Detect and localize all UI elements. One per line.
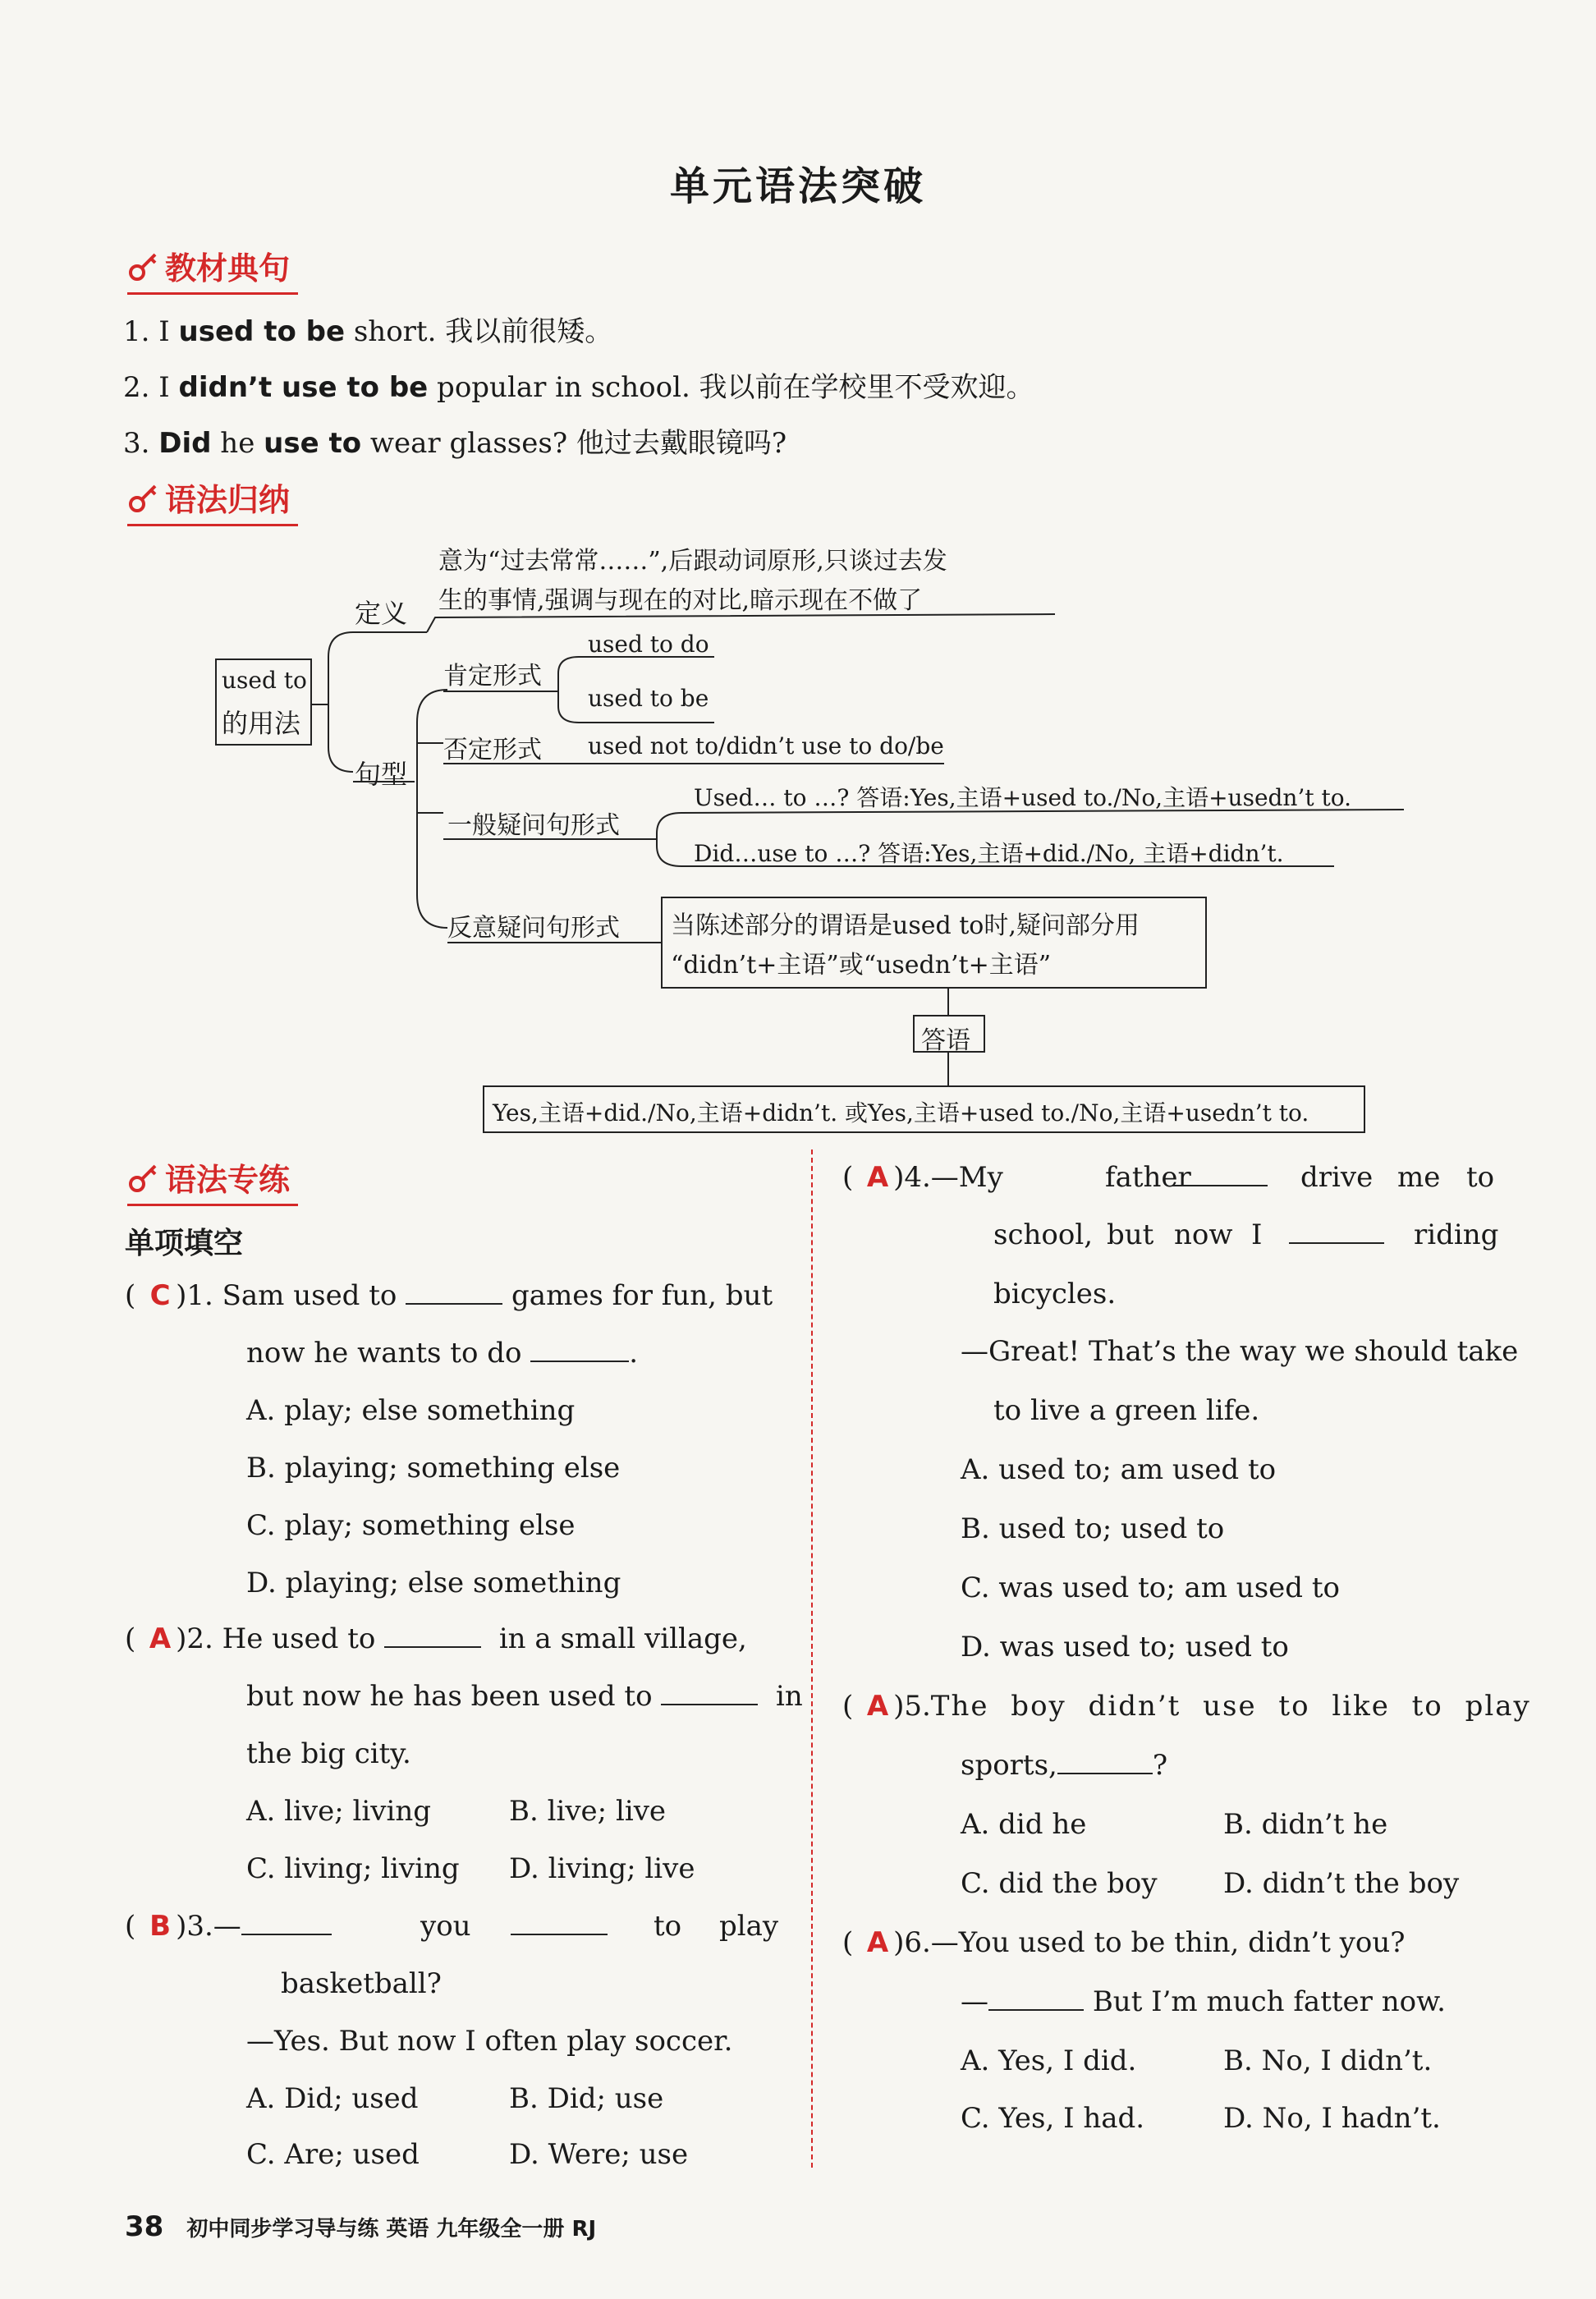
answer-q2: A: [149, 1622, 172, 1655]
page-footer: [125, 2210, 596, 2243]
affirm-label: 肯定形式: [443, 662, 542, 691]
tag-question-box: 当陈述部分的谓语是used to时,疑问部分用 “didn’t+主语”或“usedn’t+主语”: [661, 897, 1207, 989]
affirm-used-to-do: used to do: [588, 631, 709, 658]
neg-form: used not to/didn’t use to do/be: [588, 732, 944, 759]
affirm-used-to-be: used to be: [588, 685, 709, 712]
question-label: 一般疑问句形式: [447, 811, 620, 840]
sentence-2: 2. I didn’t use to be popular in school. 我以前在学校里不受欢迎。: [123, 371, 1034, 404]
answer-q6: A: [866, 1926, 889, 1959]
option-q4-c: C. was used to; am used to: [961, 1572, 1340, 1604]
mindmap-root: used to 的用法: [215, 658, 312, 746]
page-title: 单元语法突破: [669, 163, 926, 209]
tag-question-label: 反意疑问句形式: [447, 914, 620, 943]
answer-q4: A: [866, 1161, 889, 1194]
option-q5-a: A. did he: [961, 1808, 1087, 1841]
option-q6-b: B. No, I didn’t.: [1223, 2044, 1433, 2077]
option-q5-b: B. didn’t he: [1223, 1808, 1388, 1841]
answer-q3: B: [149, 1910, 172, 1943]
answer-label-box: 答语: [913, 1015, 985, 1053]
question-2: ( A )2. He used to in a small village,: [125, 1622, 747, 1655]
answer-q5: A: [866, 1690, 889, 1723]
option-q6-d: D. No, I hadn’t.: [1223, 2102, 1441, 2135]
option-q6-c: C. Yes, I had.: [961, 2102, 1145, 2135]
option-q1-c: C. play; something else: [246, 1509, 576, 1542]
book-title: 初中同步学习导与练 英语 九年级全一册 RJ: [186, 2217, 597, 2242]
option-q3-d: D. Were; use: [509, 2138, 689, 2171]
option-q1-d: D. playing; else something: [246, 1567, 621, 1599]
option-q3-b: B. Did; use: [509, 2082, 664, 2115]
question-5: ( A )5.The boy didn’t use to like to play: [842, 1690, 1531, 1723]
option-q3-c: C. Are; used: [246, 2138, 420, 2171]
question-1: ( C )1. Sam used to games for fun, but: [125, 1279, 773, 1312]
sentence-1: 1. I used to be short. 我以前很矮。: [123, 315, 613, 348]
option-q4-b: B. used to; used to: [961, 1512, 1225, 1545]
option-q2-c: C. living; living: [246, 1852, 460, 1885]
practice-subhead: 单项填空: [125, 1227, 244, 1260]
section-practice-heading: [127, 1154, 290, 1200]
answer-q1: C: [149, 1279, 171, 1312]
def-line-1: 意为“过去常常……”,后跟动词原形,只谈过去发: [438, 547, 947, 576]
question-did-use-to: Did…use to …? 答语:Yes,主语+did./No, 主语+didn’t.: [694, 840, 1284, 867]
option-q6-a: A. Yes, I did.: [961, 2044, 1137, 2077]
sentence-3: 3. Did he use to wear glasses? 他过去戴眼镜吗?: [123, 427, 787, 460]
section-summary-label: 语法归纳: [165, 482, 291, 518]
section-practice-label: 语法专练: [165, 1162, 291, 1198]
option-q3-a: A. Did; used: [246, 2082, 419, 2115]
option-q4-a: A. used to; am used to: [961, 1453, 1277, 1486]
option-q1-b: B. playing; something else: [246, 1452, 621, 1484]
neg-label: 否定形式: [443, 736, 542, 764]
option-q5-c: C. did the boy: [961, 1867, 1158, 1900]
question-used-to: Used… to …? 答语:Yes,主语+used to./No,主语+usedn’t to.: [694, 784, 1352, 811]
option-q4-d: D. was used to; used to: [961, 1631, 1289, 1663]
def-label: 定义: [355, 598, 408, 629]
section-textbook-label: 教材典句: [165, 250, 291, 287]
pattern-label: 句型: [355, 759, 408, 790]
key-icon: [127, 1161, 160, 1194]
option-q2-d: D. living; live: [509, 1852, 695, 1885]
question-4: ( A )4.—My: [842, 1161, 1003, 1194]
question-3: ( B )3.—: [125, 1910, 332, 1943]
question-6: ( A )6.—You used to be thin, didn’t you?: [842, 1926, 1406, 1959]
option-q5-d: D. didn’t the boy: [1223, 1867, 1460, 1900]
option-q2-a: A. live; living: [246, 1795, 432, 1828]
column-divider: [811, 1150, 813, 2168]
option-q1-a: A. play; else something: [246, 1394, 576, 1427]
def-line-2: 生的事情,强调与现在的对比,暗示现在不做了: [438, 586, 923, 615]
page-number: 38: [125, 2210, 164, 2243]
answer-box: Yes,主语+did./No,主语+didn’t. 或Yes,主语+used to./No,主语+usedn’t to.: [483, 1085, 1365, 1133]
option-q2-b: B. live; live: [509, 1795, 667, 1828]
